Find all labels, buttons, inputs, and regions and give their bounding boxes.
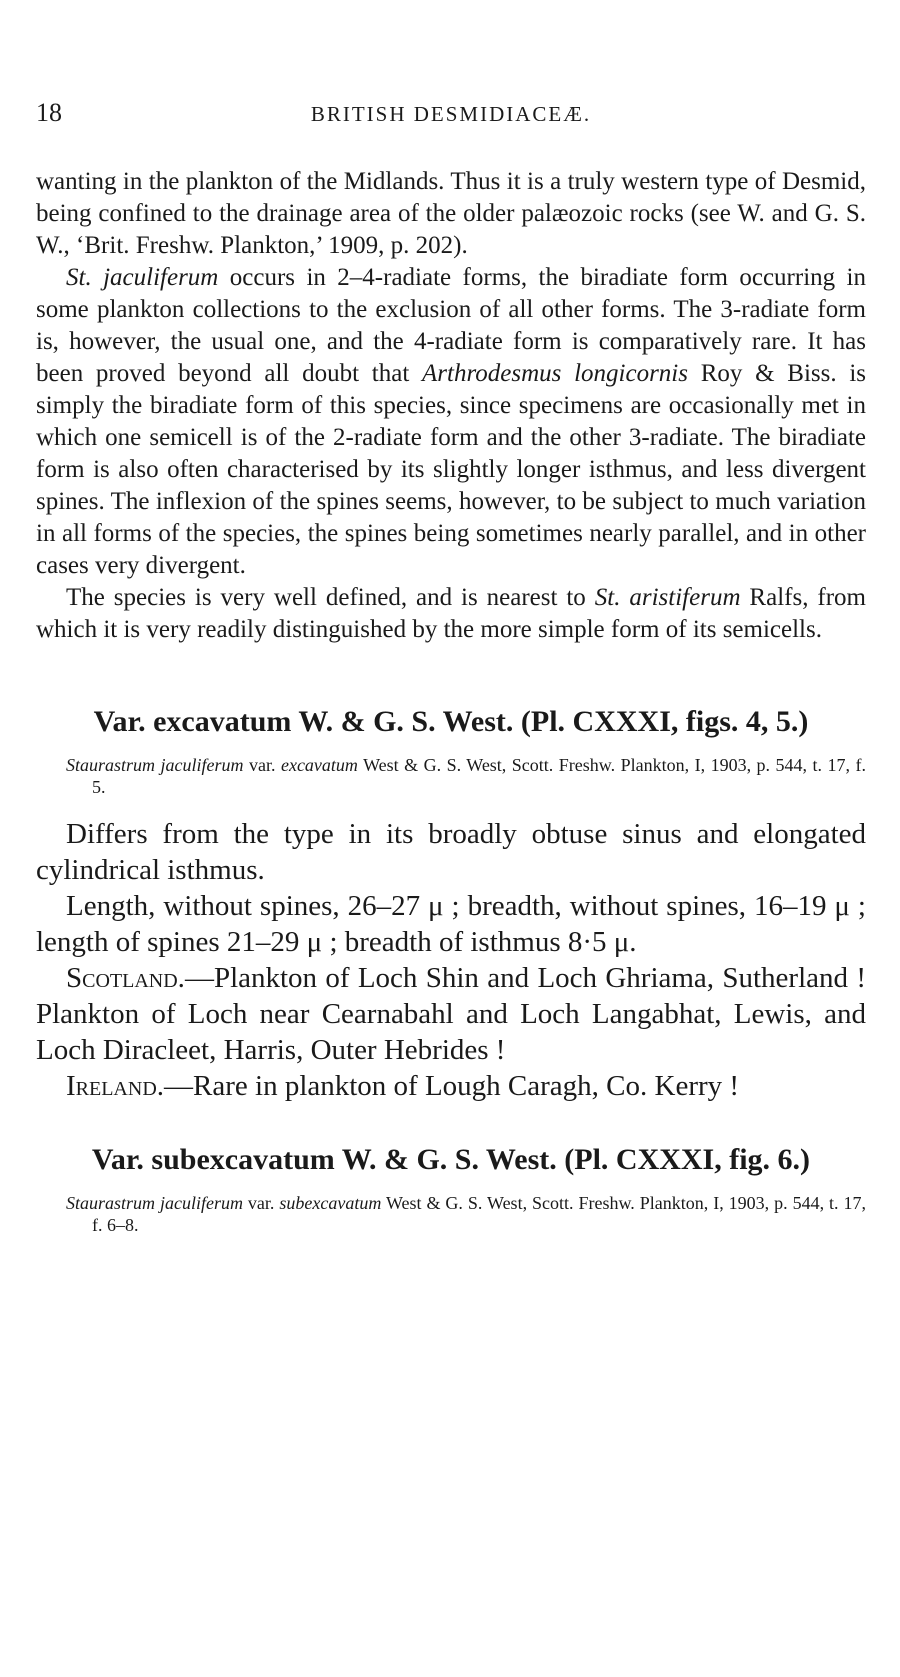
- book-page: [36, 90, 866, 1236]
- paragraph-continuation: wanting in the plankton of the Midlands. Thus it is a truly western type of Desmid, being confined to the drainage area of the older palæozoic rocks (see W. and G. S. W., ‘Brit. Freshw. Plankton,’ 1909, p. 202).: [36, 168, 866, 259]
- paragraph-forms: St. jaculiferum occurs in 2–4-radiate forms, the biradiate form occurring in some plankton collections to the exclusion of all other forms. The 3-radiate form is, however, the usual one, and the 4-radiate form is comparatively rare. It has been proved beyond all doubt that Arthrodesmus longicornis Roy & Biss. is simply the biradiate form of this species, since specimens are occasionally met in which one semicell is of the 2-radiate form and the other 3-radiate. The biradiate form is also often characterised by its slightly longer isthmus, and less divergent spines. The inflexion of the spines seems, however, to be subject to much variation in all forms of the species, the spines being sometimes nearly parallel, and in other cases very divergent.: [36, 264, 867, 579]
- locality-scotland: Scotland.—Plankton of Loch Shin and Loch Ghriama, Sutherland ! Plankton of Loch near Cearnabahl and Loch Langabhat, Lewis, and Loch Diracleet, Harris, Outer Hebrides !: [36, 962, 866, 1066]
- variety-description: Differs from the type in its broadly obtuse sinus and elongated cylindrical isthmus.: [36, 818, 866, 886]
- taxon-name: St. jaculiferum: [66, 264, 219, 291]
- taxon-name: St. aristiferum: [594, 584, 741, 611]
- variety-heading-excavatum: Var. excavatum W. & G. S. West. (Pl. CXXXI, figs. 4, 5.): [93, 705, 809, 738]
- variety-heading-subexcavatum: Var. subexcavatum W. & G. S. West. (Pl. CXXXI, fig. 6.): [91, 1143, 811, 1176]
- running-title: BRITISH DESMIDIACEÆ.: [310, 102, 592, 126]
- intro-text: [36, 166, 866, 646]
- variety-dimensions: Length, without spines, 26–27 μ ; breadth, without spines, 16–19 μ ; length of spines 21–29 μ ; breadth of isthmus 8·5 μ.: [36, 890, 866, 958]
- region-label: Ireland.: [66, 1070, 165, 1102]
- synonymy-subexcavatum: Staurastrum jaculiferum var. subexcavatum West & G. S. West, Scott. Freshw. Plankton, I, 1903, p. 544, t. 17, f. 6–8.: [66, 1193, 866, 1235]
- locality-ireland: Ireland.—Rare in plankton of Lough Caragh, Co. Kerry !: [66, 1070, 740, 1102]
- taxon-name: Arthrodesmus longicornis: [422, 360, 688, 387]
- page-number: 18: [36, 98, 62, 127]
- variety-name: subexcavatum: [151, 1143, 335, 1176]
- paragraph-species-comparison: The species is very well defined, and is nearest to St. aristiferum Ralfs, from which it is very readily distinguished by the more simple form of its semicells.: [36, 584, 866, 643]
- variety-name: excavatum: [153, 705, 292, 738]
- running-head: [36, 90, 866, 130]
- synonymy-excavatum: Staurastrum jaculiferum var. excavatum West & G. S. West, Scott. Freshw. Plankton, I, 1903, p. 544, t. 17, f. 5.: [66, 755, 866, 797]
- region-label: Scotland.: [66, 962, 185, 994]
